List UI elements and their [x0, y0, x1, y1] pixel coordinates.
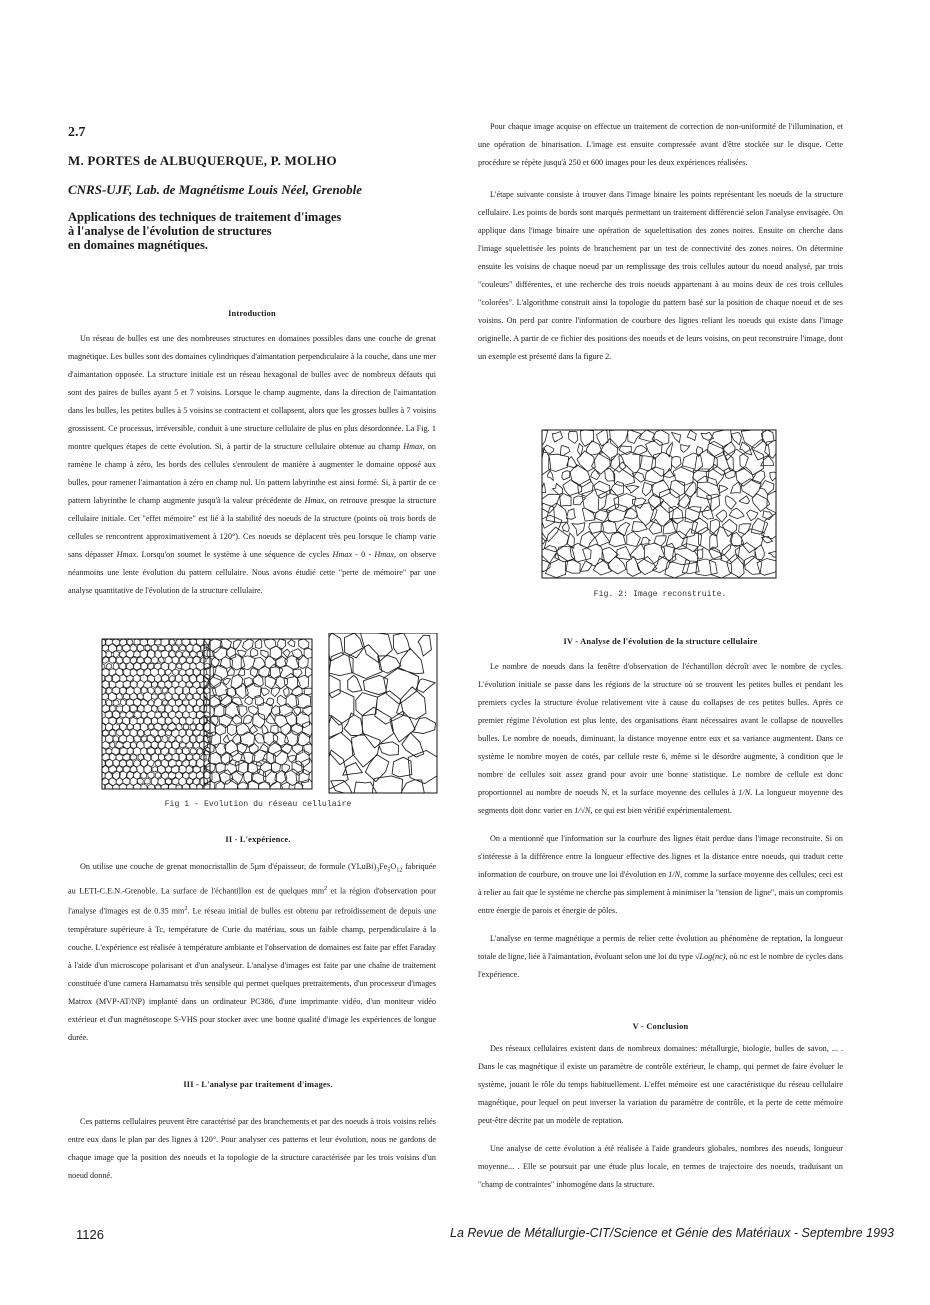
- h-max: Hmax: [403, 442, 423, 451]
- authors: M. PORTES de ALBUQUERQUE, P. MOLHO: [68, 153, 337, 168]
- section-heading-experience: II - L'expérience.: [225, 835, 291, 844]
- section-heading-conclusion: V - Conclusion: [632, 1022, 689, 1031]
- page-number: 1126: [76, 1227, 104, 1242]
- section-heading-introduction: Introduction: [228, 309, 276, 318]
- analyse-text: [68, 1113, 436, 1195]
- paper-title: [68, 210, 468, 252]
- evolution-paragraph: Le nombre de noeuds dans la fenêtre d'observation de l'échantillon décroît avec le nombre de cycles. L'évolution initiale se passe dans les régions de la structure où se trouvent les petites bulles et pendant les premiers cycles la structure évolue relativement vite à cause du collapses de ces petites bulles. Après ce premier régime l'évolution est plus lente, des organisations étant nécessaires avant le collapse de nouvelles bulles. Le nombre de noeuds, diminuant, la distance moyenne entre eux et sa variance augmentent. Dans ce système le nombre moyen de cotés, par cellule reste 6, même si le désordre augmente, à condition que le nombre de cellules soit assez grand pour avoir une bonne statistique. Le nombre de cellule est donc proportionnel au nombre de noeuds N, et la surface moyenne des cellules à 1/N. La longueur moyenne des segments doit donc varier en 1/√N, ce qui est bien vérifié expérimentalement.: [478, 662, 843, 815]
- title-line: à l'analyse de l'évolution de structures: [68, 224, 272, 238]
- fig1-panel-mixed: [204, 639, 312, 789]
- experience-text: [68, 858, 436, 1057]
- right-column-text: [478, 118, 843, 376]
- fig1-panel-bubbles: [102, 639, 210, 789]
- h-max: Hmax: [332, 550, 353, 559]
- conclusion-paragraph: Des réseaux cellulaires existent dans de nombreux domaines: métallurgie, biologie, bulles de savon, ... . Dans le cas magnétique il existe un paramètre de contrôle extérieur, le champ, qui permet de faire évoluer le système, jouant le rôle du temps habituellement. L'effet mémoire est une caractéristique du réseau cellulaire magnétique, pour lequel on peut inverser la variation du paramètre de contrôle, et la perte de cette mémoire peut-être décrite par un modèle de reptation.: [478, 1044, 843, 1125]
- journal-footer: La Revue de Métallurgie-CIT/Science et Génie des Matériaux - Septembre 1993: [450, 1226, 894, 1240]
- h-max: Hmax: [116, 550, 137, 559]
- figure-2: [540, 428, 780, 583]
- h-max: Hmax: [374, 550, 394, 559]
- evolution-paragraph: L'analyse en terme magnétique a permis de relier cette évolution au phénomène de reptation, la longueur totale de ligne, liée à l'aimantation, évoluant selon une loi du type √Log(nc), où nc est le nombre de cycles dans l'expérience.: [478, 934, 843, 979]
- analyse-paragraph: Ces patterns cellulaires peuvent être caractérisé par des branchements et par des noeuds à trois voisins reliés entre eux dans le plan par des lignes à 120°. Pour analyser ces patterns et leur évolution, nous ne gardons de chaque image que la position des noeuds et la topologie de la structure caractérisée par les trois voisins d'un noeud donné.: [68, 1117, 436, 1180]
- introduction-text: [68, 330, 436, 610]
- section-heading-evolution: IV - Analyse de l'évolution de la structure cellulaire: [563, 637, 758, 646]
- evolution-paragraph: On a mentionné que l'information sur la courbure des lignes était perdue dans l'image reconstruite. Si on s'intéresse à la différence entre la longueur effective des lignes et la distance entre noeuds, qui traduit cette information de courbure, on trouve une loi d'évolution en 1/N, comme la surface moyenne des cellules; ceci est à relier au fait que le système ne cherche pas simplement à minimiser la "tension de ligne", mais un compromis entre énergie de parois et énergie de pôles.: [478, 834, 843, 915]
- figure-1-caption: Fig 1 - Evolution du réseau cellulaire: [164, 800, 352, 809]
- figure-1: [72, 633, 440, 795]
- experience-paragraph: On utilise une couche de grenat monocristallin de 5µm d'épaisseur, de formule $(YLuBi)_3Fe_5O_{12}$ fabriquée au LETI-C.E.N.-Grenoble. La surface de l'échantillon est de quelques $mm^2$ et la région d'observation pour l'analyse d'images est de 0.35 $mm^2$. Le réseau initial de bulles est obtenu par refroidissement de depuis une température supérieure à Tc, température de Curie du matériau, sous un faible champ, perpendiculaire à la couche. L'expérience est réalisée à température ambiante et l'observation de domaines est faite par effet Faraday à l'aide d'un microscope polarisant et d'un analyseur. L'analyse d'images est faite par une chaîne de traitement constituée d'une camera Hamamatsu très sensible qui permet quelques pretraitements, d'un processeur d'images Matrox (MVP-AT/NP) implanté dans un ordinateur PC386, d'une imprimante vidéo, d'un moniteur vidéo extérieur et d'un magnétoscope S-VHS pour stocker avec une bonne qualité d'image les expériences de longue durée.: [68, 862, 436, 1043]
- figure-2-caption: Fig. 2: Image reconstruite.: [593, 590, 727, 599]
- affiliation: CNRS-UJF, Lab. de Magnétisme Louis Néel, Grenoble: [68, 182, 363, 197]
- processing-paragraph: Pour chaque image acquise on effectue un traitement de correction de non-uniformité de l'illumination, et une opération de binarisation. L'image est ensuite compressée avant d'être stockée sur le disque. Cette procédure se répète jusqu'à 250 et 600 images pour les deux expériences réalisées.: [478, 122, 843, 167]
- conclusion-paragraph: Une analyse de cette évolution a été réalisée à l'aide grandeurs globales, nombres des noeuds, longueur moyenne... . Elle se poursuit par une étude plus locale, en termes de trajectoire des noeuds, traduisant un "champ de contraintes" inhomogène dans la structure.: [478, 1144, 843, 1189]
- nodes-paragraph: L'étape suivante consiste à trouver dans l'image binaire les points représentant les noeuds de la structure cellulaire. Les points de bords sont marqués permettant un traitement différencié selon l'analyse envisagée. On applique dans l'image binaire une opération de squelettisation des zones noires. Ensuite on cherche dans l'image squelettisée les points de branchement par un test de connectivité des zones noires. On détermine ensuite les voisins de chaque noeud par un remplissage des trois cellules autour du noeud analysé, par trois "couleurs" différentes, et une recherche des trois noeuds appartenant à au moins deux de ces trois cellules "colorées". L'algorithme construit ainsi la topologie du pattern basé sur la position de chaque noeud et de ses voisins. On perd par contre l'information de courbure des lignes reliant les noeuds qui existe dans l'image originelle. A partir de ce fichier des positions des noeuds et de leurs voisins, on peut reconstruire l'image, dont un exemple est présenté dans la figure 2.: [478, 190, 843, 361]
- section-number: 2.7: [68, 125, 86, 140]
- conclusion-text: [478, 1040, 843, 1204]
- fig1-panel-coarse: [329, 633, 437, 793]
- section-heading-analyse: III - L'analyse par traitement d'images.: [183, 1080, 333, 1089]
- h-max: Hmax: [304, 496, 325, 505]
- title-line: Applications des techniques de traitement d'images: [68, 210, 342, 224]
- fig2-reconstructed-network: [542, 430, 776, 578]
- evolution-text: [478, 658, 843, 994]
- intro-paragraph: Un réseau de bulles est une des nombreuses structures en domaines possibles dans une couche de grenat magnétique. Les bulles sont des domaines cylindriques d'aimantation perpendiculaire à la couche, dans une mer d'aimantation opposée. La structure initiale est un réseau hexagonal de bulles avec de nombreux défauts qui sont des paires de bulles ayant 5 et 7 voisins. Lorsque le champ augmente, dans la direction de l'aimantation dans les bulles, les petites bulles à 5 voisins se contractent et collapsent, alors que les grosses bulles à 7 voisins grossissent. Ce processus, irréversible, conduit à une structure cellulaire de plus en plus désordonnée. La Fig. 1 montre quelques étapes de cette évolution. Si, à partir de la structure cellulaire obtenue au champ Hmax, on ramène le champ à zéro, les bords des cellules s'enroulent de manière à augmenter le domaine opposé aux bulles, pour ramener l'aimantation à zéro en champ nul. Un pattern labyrinthe est ainsi formé. Si, à partir de ce pattern labyrinthe le champ augmente jusqu'à la valeur précédente de Hmax, on retrouve presque la structure cellulaire initiale. Cet "effet mémoire" est lié à la stabilité des noeuds de la structure (points où trois bords de cellules se rencontrent approximativement à 120°). Ces noeuds se déplacent très peu lorsque le champ varie sans dépasser Hmax. Lorsqu'on soumet le système à une séquence de cycles Hmax - 0 - Hmax, on observe néanmoins une lente évolution du pattern cellulaire. Nous avons étudié cette "perte de mémoire" par une analyse quantitative de l'évolution de la structure cellulaire.: [68, 334, 436, 595]
- title-line: en domaines magnétiques.: [68, 238, 208, 252]
